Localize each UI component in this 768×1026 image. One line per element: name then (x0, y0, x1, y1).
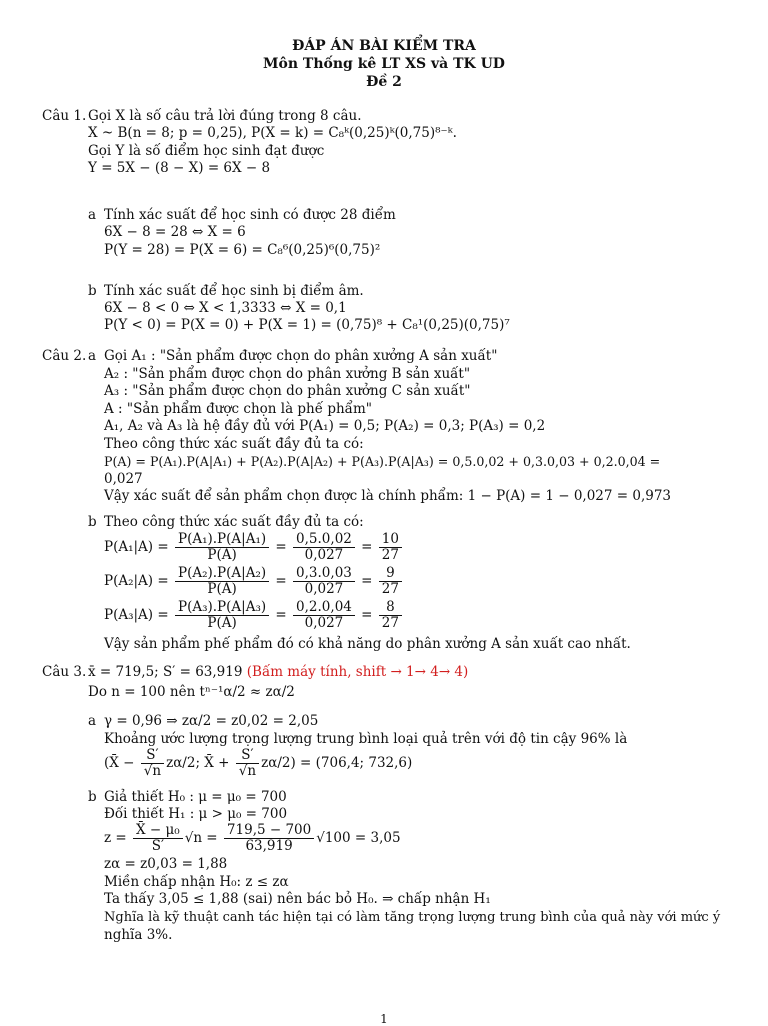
question-label: Câu 1. (42, 108, 87, 124)
fraction: $\frac{0,2.0,04}{0,027}$ (293, 600, 355, 631)
text-line: Miền chấp nhận H₀: z ≤ zα (104, 874, 289, 890)
text-line: Nghĩa là kỹ thuật canh tác hiện tại có làm tăng trọng lượng trung bình của quả này với mức ý (104, 910, 721, 925)
part-label: a (88, 207, 97, 223)
bayes-lhs: P(A₃|A) = (104, 607, 169, 623)
text-line: Gọi X là số câu trả lời đúng trong 8 câu. (88, 108, 362, 124)
bayes-lhs: P(A₁|A) = (104, 539, 169, 555)
text-line: 6X − 8 < 0 ⇔ X < 1,3333 ⇔ X = 0,1 (104, 300, 347, 316)
text-line: 0,027 (104, 471, 143, 487)
text-line: Đối thiết H₁ : μ > μ₀ = 700 (104, 806, 288, 822)
bayes-row: P(A₂|A) = $\frac{\text{P(A₂).P(A|A₂)}}{P(A)}$ = $\frac{0,3.0,03}{0,027}$ = $\frac{9}{27}$ (104, 564, 404, 598)
test-statistic: z = $\frac{\text{X̄ − μ₀}}{S'}$ √n = $\frac{719,5 - 700}{63,919}$ √100 = 3,05 (104, 822, 401, 854)
part-label: b (88, 789, 97, 805)
fraction: $\frac{0,5.0,02}{0,027}$ (293, 532, 355, 563)
part-label: b (88, 283, 97, 299)
text-line: Khoảng ước lượng trọng lượng trung bình loại quả trên với độ tin cậy 96% là (104, 731, 628, 747)
fraction: $\frac{S'}{√n}$ (141, 748, 164, 779)
text-line: Tính xác suất để học sinh bị điểm âm. (104, 283, 364, 299)
text-line: A₁, A₂ và A₃ là hệ đầy đủ với P(A₁) = 0,5; P(A₂) = 0,3; P(A₃) = 0,2 (104, 418, 546, 434)
confidence-interval: (X̄ − $\frac{S'}{√n}$ zα/2; X̄ + $\frac{S'}{√n}$ zα/2) = (706,4; 732,6) (104, 747, 413, 779)
fraction: $\frac{10}{27}$ (379, 532, 402, 563)
part-label: a (88, 713, 97, 729)
part-label: a (88, 348, 97, 364)
text-line: A₂ : "Sản phẩm được chọn do phân xưởng B sản xuất" (104, 366, 471, 382)
text-line: Y = 5X − (8 − X) = 6X − 8 (88, 160, 271, 176)
fraction: $\frac{\text{X̄ − μ₀}}{S'}$ (133, 823, 183, 854)
text-line: A₃ : "Sản phẩm được chọn do phân xưởng C sản xuất" (104, 383, 471, 399)
text-line (88, 664, 468, 681)
question-label: Câu 3. (42, 664, 87, 680)
text-line: P(Y = 28) = P(X = 6) = C₈⁶(0,25)⁶(0,75)² (104, 242, 381, 258)
text-line: nghĩa 3%. (104, 927, 173, 943)
text-line: X ~ B(n = 8; p = 0,25), P(X = k) = C₈ᵏ(0,25)ᵏ(0,75)⁸⁻ᵏ. (88, 125, 457, 141)
bayes-row: P(A₁|A) = $\frac{\text{P(A₁).P(A|A₁)}}{P(A)}$ = $\frac{0,5.0,02}{0,027}$ = $\frac{10}{27}$ (104, 530, 404, 564)
fraction: $\frac{\text{P(A₁).P(A|A₁)}}{P(A)}$ (175, 532, 269, 563)
text-line: A : "Sản phẩm được chọn là phế phẩm" (104, 401, 372, 417)
document-title: ĐÁP ÁN BÀI KIỂM TRA (292, 38, 476, 54)
document-subject: Môn Thống kê LT XS và TK UD (263, 56, 505, 72)
text-line: Ta thấy 3,05 ≤ 1,88 (sai) nên bác bỏ H₀. ⇒ chấp nhận H₁ (104, 891, 491, 907)
page-number: 1 (380, 1012, 388, 1026)
text-line: P(Y < 0) = P(X = 0) + P(X = 1) = (0,75)⁸ + C₈¹(0,25)(0,75)⁷ (104, 317, 510, 333)
bayes-lhs: P(A₂|A) = (104, 573, 169, 589)
text-line: Tính xác suất để học sinh có được 28 điểm (104, 207, 396, 223)
text-line: zα = z0,03 = 1,88 (104, 856, 228, 872)
calculator-note: (Bấm máy tính, shift → 1→ 4→ 4) (246, 664, 469, 680)
sample-stats: x̄ = 719,5; S′ = 63,919 (88, 664, 243, 680)
fraction: $\frac{719,5 - 700}{63,919}$ (224, 823, 314, 854)
question-label: Câu 2. (42, 348, 87, 364)
text-line: Theo công thức xác suất đầy đủ ta có: (104, 514, 364, 530)
text-line: Giả thiết H₀ : μ = μ₀ = 700 (104, 789, 287, 805)
part-label: b (88, 514, 97, 530)
text-line: γ = 0,96 ⇒ zα/2 = z0,02 = 2,05 (104, 713, 319, 729)
fraction: $\frac{9}{27}$ (379, 566, 402, 597)
text-line: 6X − 8 = 28 ⇔ X = 6 (104, 224, 246, 240)
fraction: $\frac{\text{P(A₃).P(A|A₃)}}{P(A)}$ (175, 600, 269, 631)
text-line: Gọi Y là số điểm học sinh đạt được (88, 143, 325, 159)
document-exam: Đề 2 (366, 74, 402, 90)
text-line: Vậy xác suất để sản phẩm chọn được là chính phẩm: 1 − P(A) = 1 − 0,027 = 0,973 (104, 488, 672, 504)
fraction: $\frac{8}{27}$ (379, 600, 402, 631)
text-line: Do n = 100 nên tⁿ⁻¹α/2 ≈ zα/2 (88, 684, 295, 700)
text-line: Vậy sản phẩm phế phẩm đó có khả năng do phân xưởng A sản xuất cao nhất. (104, 636, 631, 652)
text-line: Theo công thức xác suất đầy đủ ta có: (104, 436, 364, 452)
fraction: $\frac{\text{P(A₂).P(A|A₂)}}{P(A)}$ (175, 566, 269, 597)
text-line: Gọi A₁ : "Sản phẩm được chọn do phân xưởng A sản xuất" (104, 348, 498, 364)
text-line: P(A) = P(A₁).P(A|A₁) + P(A₂).P(A|A₂) + P(A₃).P(A|A₃) = 0,5.0,02 + 0,3.0,03 + 0,2.0,04 = (104, 454, 661, 469)
fraction: $\frac{0,3.0,03}{0,027}$ (293, 566, 355, 597)
bayes-row: P(A₃|A) = $\frac{\text{P(A₃).P(A|A₃)}}{P(A)}$ = $\frac{0,2.0,04}{0,027}$ = $\frac{8}{27}$ (104, 598, 404, 632)
fraction: $\frac{S'}{√n}$ (236, 748, 259, 779)
